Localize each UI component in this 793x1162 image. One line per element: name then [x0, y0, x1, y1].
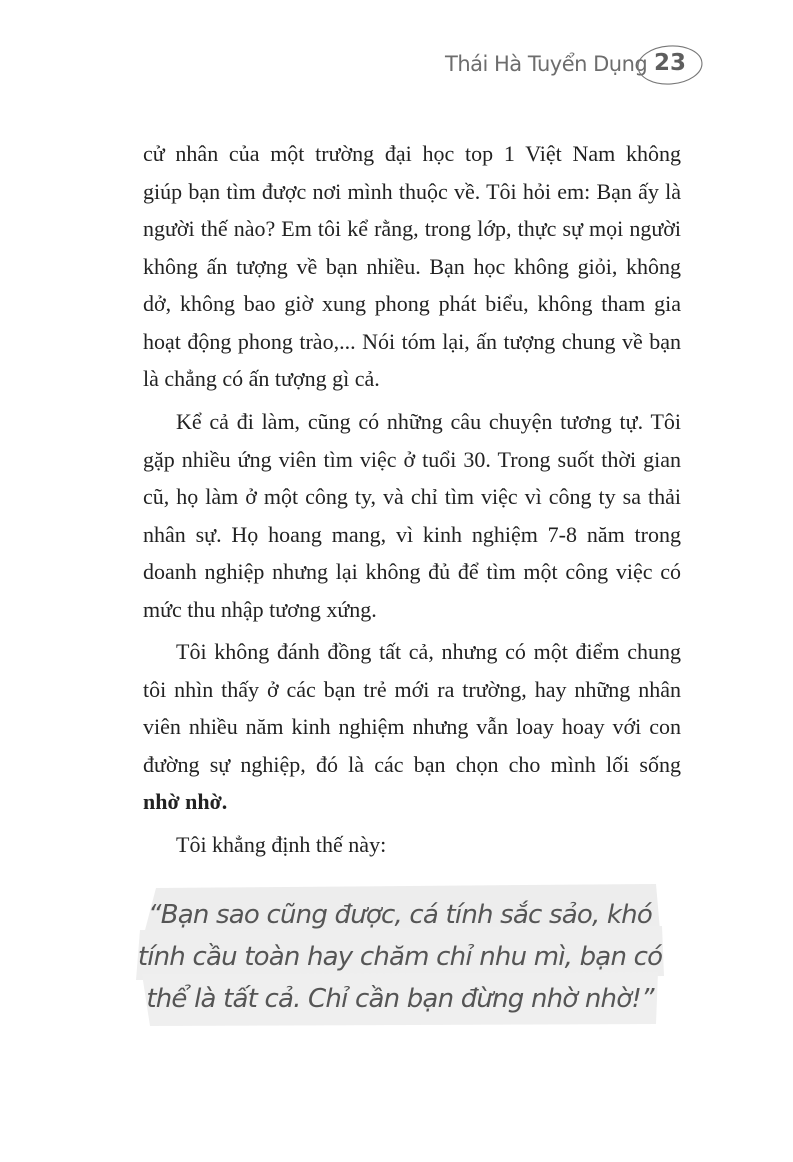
text-line [143, 179, 681, 209]
text-line [143, 522, 681, 552]
text-line [176, 639, 681, 669]
text-line [143, 141, 681, 171]
text-line [143, 329, 681, 359]
text-line-content: dở, không bao giờ xung phong phát biểu, không tham gia [143, 291, 681, 316]
text-line [143, 677, 681, 707]
text-line [143, 597, 681, 627]
text-line-content: giúp bạn tìm được nơi mình thuộc về. Tôi hỏi em: Bạn ấy là [143, 179, 681, 204]
text-line-content: người thế nào? Em tôi kể rằng, trong lớp, thực sự mọi người [143, 216, 681, 241]
text-line-content: tôi nhìn thấy ở các bạn trẻ mới ra trường, hay những nhân [143, 677, 681, 702]
text-line [143, 291, 681, 321]
text-line [143, 714, 681, 744]
text-line-content: gặp nhiều ứng viên tìm việc ở tuổi 30. Trong suốt thời gian [143, 447, 681, 472]
bold-phrase: nhờ nhờ. [143, 789, 228, 814]
text-line [143, 447, 681, 477]
text-line [176, 409, 681, 439]
text-line-content: hoạt động phong trào,... Nói tóm lại, ấn tượng chung về bạn [143, 329, 681, 354]
page-number-badge [636, 42, 704, 88]
text-line-content: nhân sự. Họ hoang mang, vì kinh nghiệm 7-8 năm trong [143, 522, 681, 547]
text-line [143, 752, 681, 782]
text-line-content: Tôi không đánh đồng tất cả, nhưng có một điểm chung [176, 639, 681, 664]
text-line [143, 216, 681, 246]
text-line [143, 484, 681, 514]
text-line-content: doanh nghiệp nhưng lại không đủ để tìm một công việc có [143, 559, 681, 584]
text-line [143, 559, 681, 589]
text-line [143, 366, 681, 396]
quote-line: “Bạn sao cũng được, cá tính sắc sảo, khó [148, 900, 652, 930]
text-line-content: cũ, họ làm ở một công ty, và chỉ tìm việc vì công ty sa thải [143, 484, 681, 509]
quote-line: tính cầu toàn hay chăm chỉ nhu mì, bạn có [137, 942, 663, 972]
text-line-content: Tôi khẳng định thế này: [176, 832, 387, 857]
text-line-content: đường sự nghiệp, đó là các bạn chọn cho mình lối sống [143, 752, 681, 777]
text-line-content: là chẳng có ấn tượng gì cả. [143, 366, 380, 391]
text-line-content: viên nhiều năm kinh nghiệm nhưng vẫn loay hoay với con [143, 714, 681, 739]
text-line [143, 789, 681, 819]
quote-line: thể là tất cả. Chỉ cần bạn đừng nhờ nhờ!” [146, 984, 654, 1014]
book-title: Thái Hà Tuyển Dụng [445, 52, 648, 76]
text-line [143, 254, 681, 284]
text-line-content: không ấn tượng về bạn nhiều. Bạn học không giỏi, không [143, 254, 681, 279]
text-line-content: cử nhân của một trường đại học top 1 Việt Nam không [143, 141, 681, 166]
text-line [176, 832, 714, 862]
page-number: 23 [653, 50, 686, 76]
text-line-content: mức thu nhập tương xứng. [143, 597, 377, 622]
text-line-content: Kể cả đi làm, cũng có những câu chuyện tương tự. Tôi [176, 409, 681, 434]
